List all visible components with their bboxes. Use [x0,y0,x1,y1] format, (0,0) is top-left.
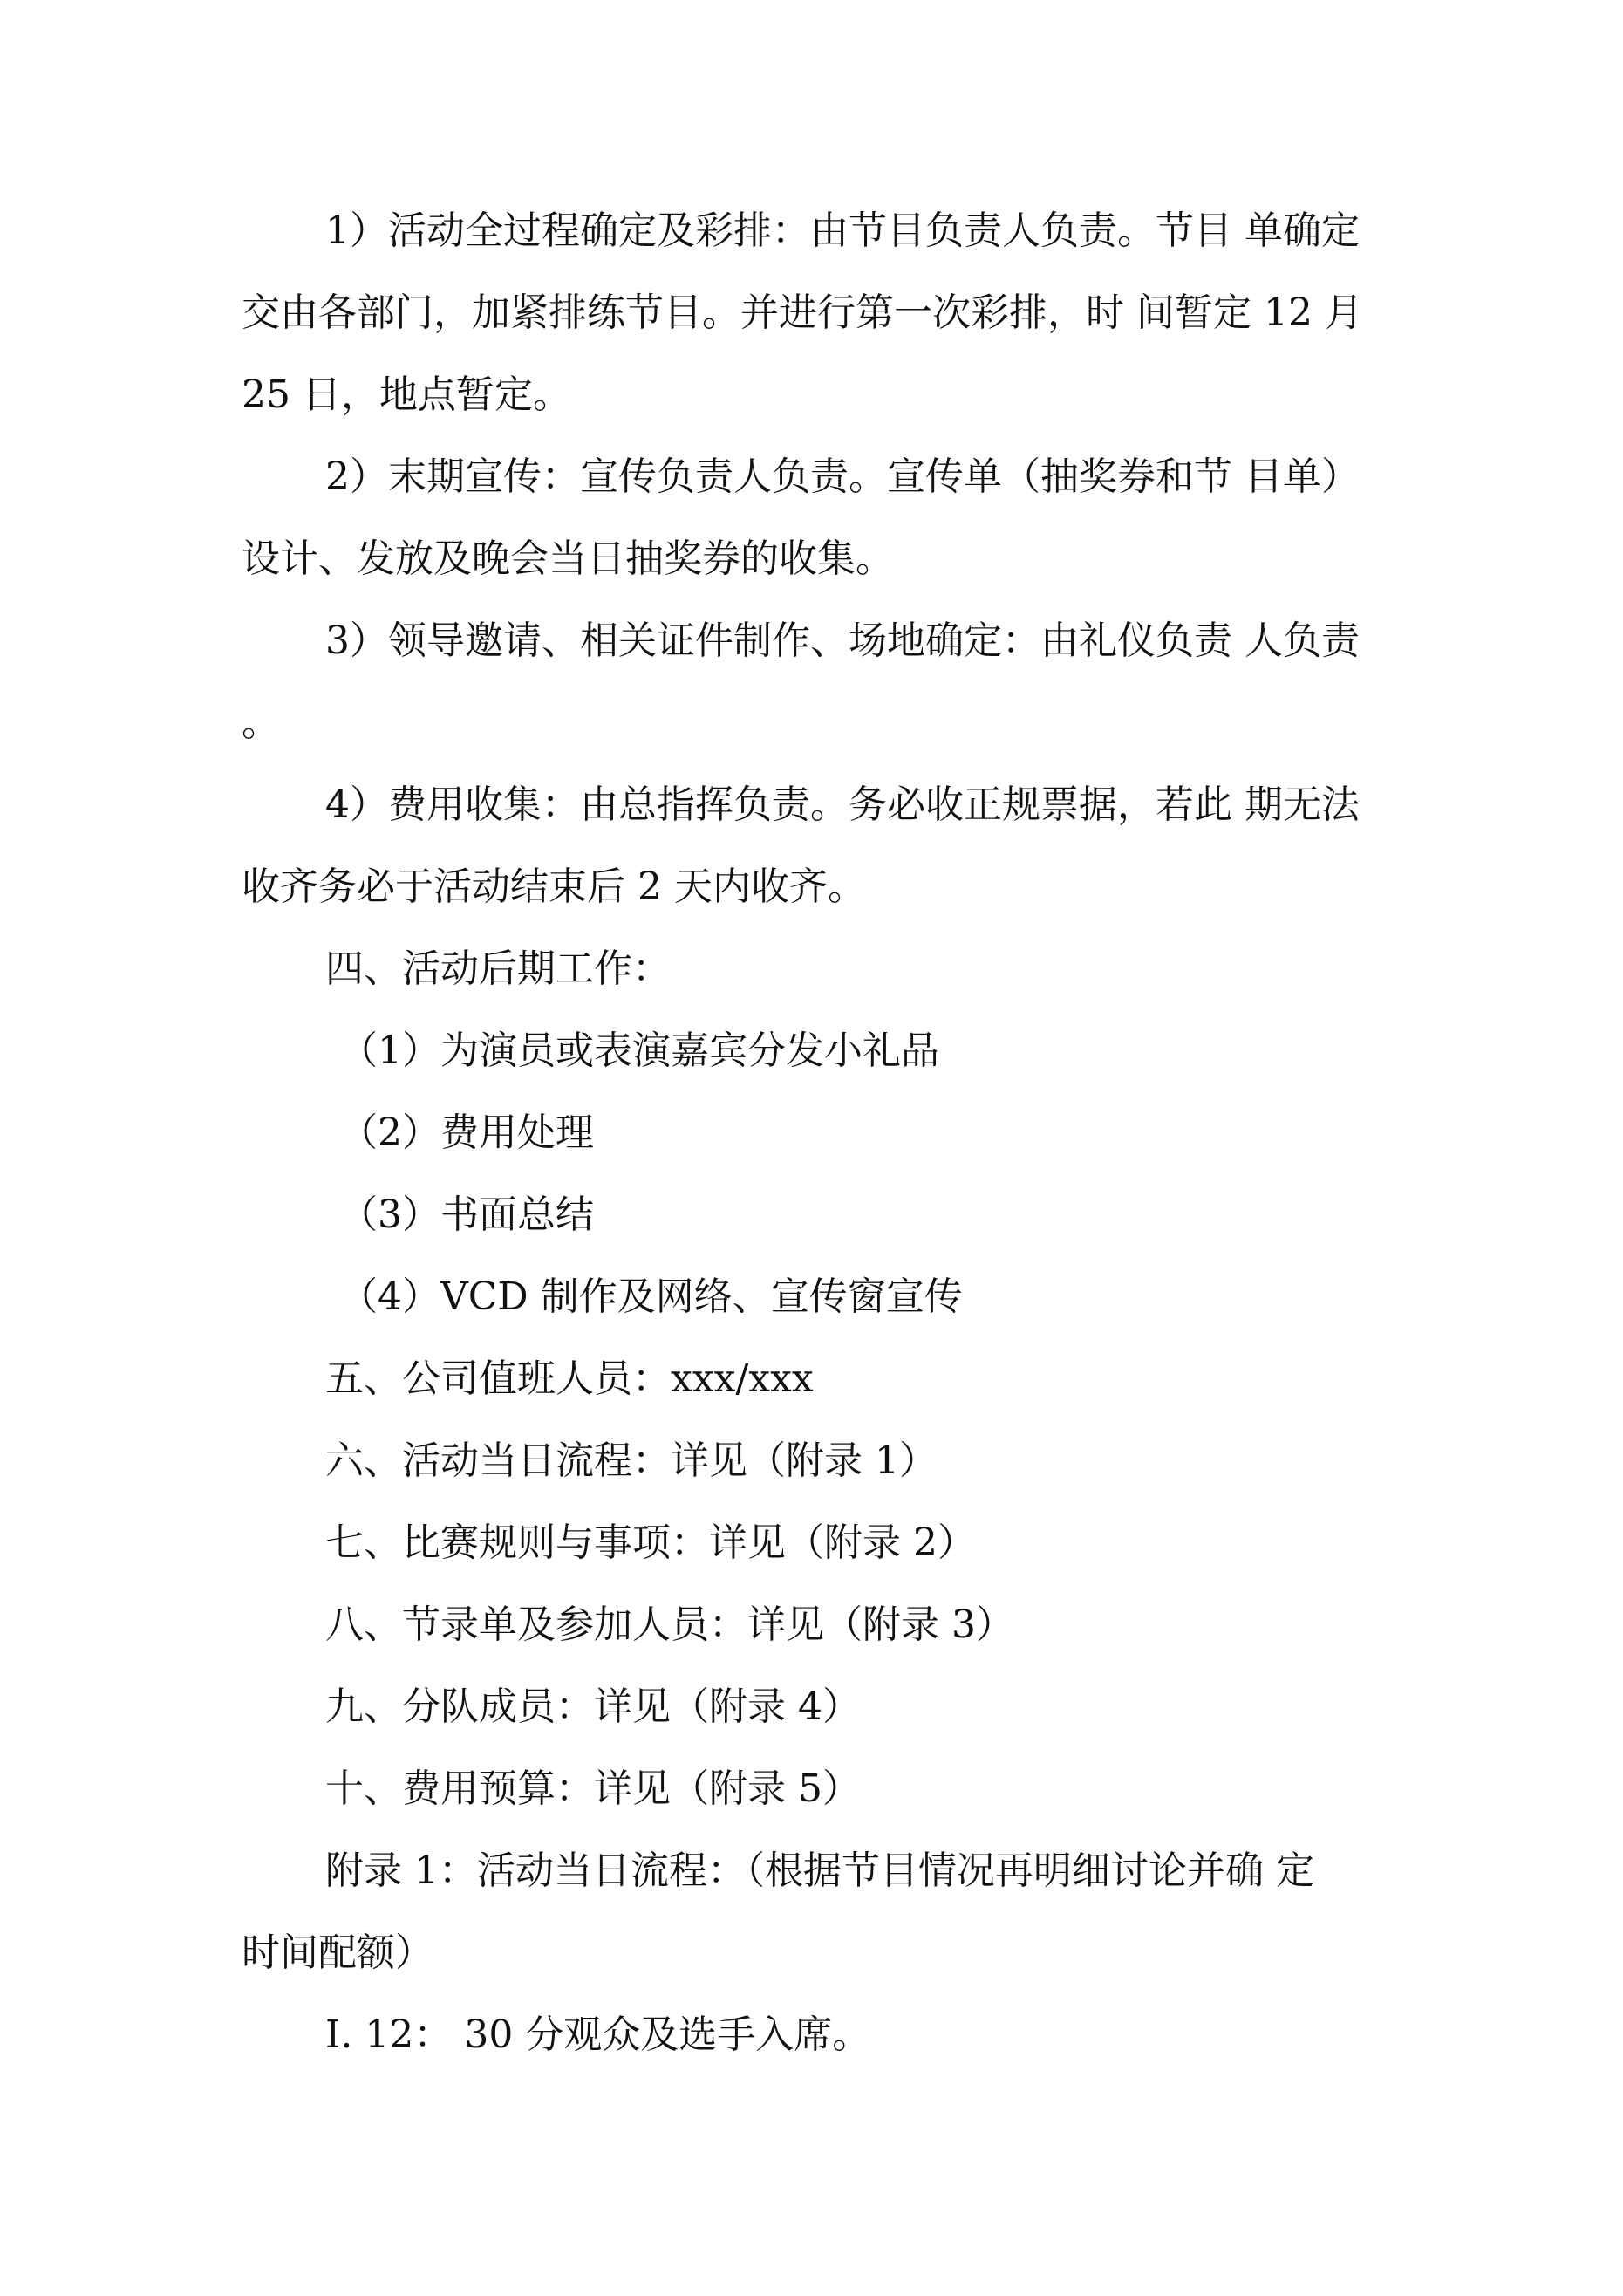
list-item: （3）书面总结 [339,1192,594,1237]
list-item: （2）费用处理 [339,1110,594,1155]
text-line: 3）领导邀请、相关证件制作、场地确定：由礼仪负责 人负责 [325,618,1360,663]
text-line: 25 日，地点暂定。 [242,372,571,417]
section-heading-program-list: 八、节录单及参加人员：详见（附录 3） [325,1602,1014,1647]
section-heading-rules: 七、比赛规则与事项：详见（附录 2） [325,1520,976,1565]
paragraph-rehearsal [242,190,1401,436]
section-heading-day-flow: 六、活动当日流程：详见（附录 1） [325,1438,938,1483]
text-line: 收齐务必于活动结束后 2 天内收齐。 [242,864,866,909]
section-heading-team-members: 九、分队成员：详见（附录 4） [325,1684,861,1729]
section-heading-post-event: 四、活动后期工作： [325,946,671,991]
text-line: 交由各部门，加紧排练节目。并进行第一次彩排，时 间暂定 12 月 [242,290,1363,335]
list-item: （1）为演员或表演嘉宾分发小礼品 [339,1028,939,1073]
text-line: 时间配额） [242,1930,433,1975]
paragraph-appendix-1 [242,1830,1401,1994]
schedule-item: I. 12： 30 分观众及选手入席。 [325,2012,871,2057]
text-line: 设计、发放及晚会当日抽奖券的收集。 [242,536,894,581]
list-item: （4）VCD 制作及网络、宣传窗宣传 [339,1274,963,1319]
text-line: 2）末期宣传：宣传负责人负责。宣传单（抽奖券和节 目单） [325,454,1360,499]
section-heading-budget: 十、费用预算：详见（附录 5） [325,1766,861,1811]
paragraph-invitation [242,600,1401,764]
text-line: 1）活动全过程确定及彩排：由节目负责人负责。节目 单确定 [325,208,1360,253]
paragraph-publicity [242,436,1401,600]
text-line: 4）费用收集：由总指挥负责。务必收正规票据，若此 期无法 [325,782,1360,827]
paragraph-expenses [242,764,1401,928]
document-body [242,190,1401,2076]
section-heading-duty-staff: 五、公司值班人员：xxx/xxx [325,1356,814,1401]
text-line: 。 [242,700,280,745]
text-line: 附录 1：活动当日流程：（根据节目情况再明细讨论并确 定 [325,1848,1314,1893]
